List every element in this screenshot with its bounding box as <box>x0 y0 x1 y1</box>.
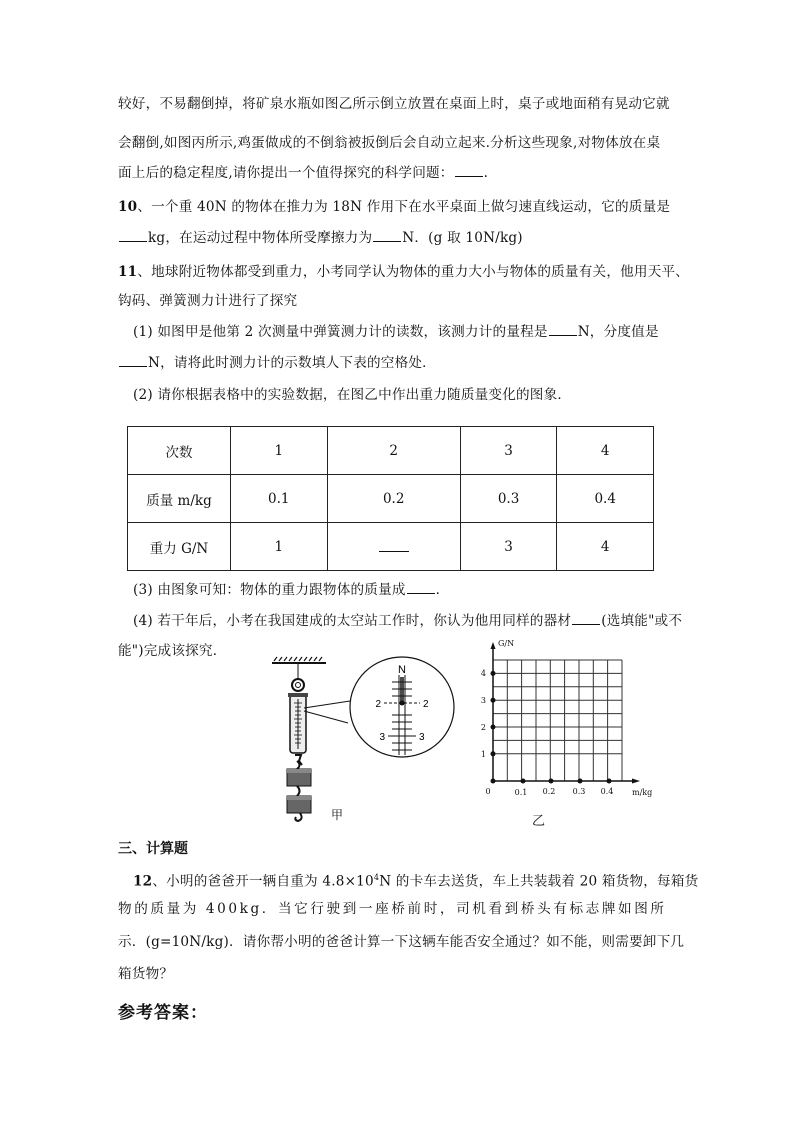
question-text: (4) 若干年后，小考在我国建成的太空站工作时，你认为他用同样的器材 <box>133 613 572 629</box>
question-11-sub3 <box>133 580 693 600</box>
table-cell: 1 <box>231 427 328 475</box>
question-12-line <box>133 868 699 892</box>
table-header-cell: 重力 G/N <box>128 523 231 571</box>
y-tick-label: 2 <box>480 723 486 732</box>
question-12-line: 示．(g=10N/kg)．请你帮小明的爸爸计算一下这辆车能否安全通过？如不能，则需要卸下几 <box>118 934 685 950</box>
y-tick-label: 1 <box>480 750 486 759</box>
scale-label: 2 <box>423 699 429 710</box>
table-row <box>128 523 654 571</box>
table-cell: 0.3 <box>460 475 557 523</box>
superscript: 4 <box>373 873 380 882</box>
scale-label: 3 <box>379 732 385 743</box>
graph-figure <box>470 632 670 802</box>
answer-blank[interactable] <box>407 580 435 594</box>
table-cell: 0.4 <box>557 475 654 523</box>
question-text: 、一个重 40N 的物体在推力为 18N 作用下在水平桌面上做匀速直线运动，它的质量是 <box>137 199 671 215</box>
x-tick-label: 0.3 <box>572 787 586 796</box>
graph-grid <box>493 660 622 781</box>
x-tick-label: 0.1 <box>514 788 528 797</box>
question-11-sub4: 能")完成该探究． <box>118 643 227 659</box>
answer-blank[interactable] <box>572 611 600 625</box>
answer-blank[interactable] <box>455 163 483 177</box>
question-12-line: 箱货物？ <box>118 966 174 982</box>
question-12-line: 物的质量为 400kg．当它行驶到一座桥前时，司机看到桥头有标志牌如图所 <box>118 901 667 917</box>
question-11-sub1 <box>118 353 678 373</box>
paragraph-line <box>118 163 678 183</box>
x-axis-label: m/kg <box>632 788 653 797</box>
answer-blank[interactable] <box>379 537 409 552</box>
data-table <box>127 426 654 571</box>
y-axis-arrow-icon <box>491 642 496 649</box>
question-number: 11 <box>118 264 138 280</box>
figure-caption-jia: 甲 <box>331 808 344 822</box>
table-cell-blank[interactable] <box>327 523 460 571</box>
y-axis-label: G/N <box>498 639 515 648</box>
question-number: 12 <box>133 873 153 890</box>
question-number: 10 <box>118 199 138 215</box>
table-cell: 4 <box>557 523 654 571</box>
question-text: N，分度值是 <box>577 324 659 340</box>
figure-caption-yi: 乙 <box>532 814 546 829</box>
magnifier-icon <box>350 657 454 757</box>
unit-label: N <box>398 664 406 676</box>
section-title: 三、计算题 <box>118 841 188 857</box>
scale-label: 2 <box>375 699 381 710</box>
paragraph-line: 会翻倒,如图丙所示,鸡蛋做成的不倒翁被扳倒后会自动立起来.分析这些现象,对物体放在桌 <box>118 135 661 151</box>
table-row <box>128 427 654 475</box>
table-cell: 3 <box>460 427 557 475</box>
question-10-line <box>118 197 678 217</box>
question-text: (3) 由图象可知：物体的重力跟物体的质量成 <box>133 582 406 598</box>
answer-blank[interactable] <box>119 228 147 242</box>
question-text: (1) 如图甲是他第 2 次测量中弹簧测力计的读数，该测力计的量程是 <box>133 324 548 340</box>
question-11-sub4 <box>133 611 693 631</box>
question-11-sub2: (2) 请你根据表格中的实验数据，在图乙中作出重力随质量变化的图象． <box>133 387 572 403</box>
spring-scale-figure <box>262 655 462 825</box>
x-tick-label: 0.2 <box>542 787 556 796</box>
question-11-line: 钩码、弹簧测力计进行了探究 <box>118 293 298 309</box>
table-cell: 0.2 <box>327 475 460 523</box>
paragraph-text: . <box>483 165 489 181</box>
table-cell: 4 <box>557 427 654 475</box>
scale-label: 3 <box>419 732 425 743</box>
x-axis-arrow-icon <box>632 779 640 784</box>
question-text: 、小明的爸爸开一辆自重为 4.8×10 <box>152 873 374 890</box>
paragraph-text: 面上后的稳定程度,请你提出一个值得探究的科学问题： <box>118 165 454 181</box>
question-text: kg，在运动过程中物体所受摩擦力为 <box>148 230 373 246</box>
answer-blank[interactable] <box>549 322 577 336</box>
question-text: 、地球附近物体都受到重力，小考同学认为物体的重力大小与物体的质量有关，他用天平、 <box>137 264 690 280</box>
ceiling-icon <box>272 657 326 663</box>
weight-icon <box>287 761 311 821</box>
table-cell: 0.1 <box>231 475 328 523</box>
question-text: N 的卡车去送货，车上共装载着 20 箱货物，每箱货 <box>379 873 699 890</box>
x-tick-label: 0.4 <box>600 787 614 796</box>
answers-title: 参考答案： <box>118 1003 208 1023</box>
table-cell: 1 <box>231 523 328 571</box>
table-header-cell: 次数 <box>128 427 231 475</box>
question-text: ． <box>435 582 450 598</box>
paragraph-line: 较好，不易翻倒掉，将矿泉水瓶如图乙所示倒立放置在桌面上时，桌子或地面稍有晃动它就 <box>118 96 670 112</box>
table-row <box>128 475 654 523</box>
table-cell: 2 <box>327 427 460 475</box>
answer-blank[interactable] <box>119 353 147 367</box>
question-text: N，请将此时测力计的示数填人下表的空格处． <box>148 355 436 371</box>
spring-scale-icon <box>288 693 308 765</box>
question-11-line <box>118 262 690 282</box>
table-header-cell: 质量 m/kg <box>128 475 231 523</box>
table-cell: 3 <box>460 523 557 571</box>
origin-label: 0 <box>485 787 491 796</box>
question-10-line <box>118 228 678 248</box>
y-tick-label: 3 <box>480 696 486 705</box>
question-text: (选填能"或不 <box>601 613 683 629</box>
question-11-sub1 <box>133 322 693 342</box>
y-tick-label: 4 <box>480 669 486 678</box>
question-text: N．(g 取 10N/kg) <box>402 230 523 246</box>
answer-blank[interactable] <box>373 228 401 242</box>
